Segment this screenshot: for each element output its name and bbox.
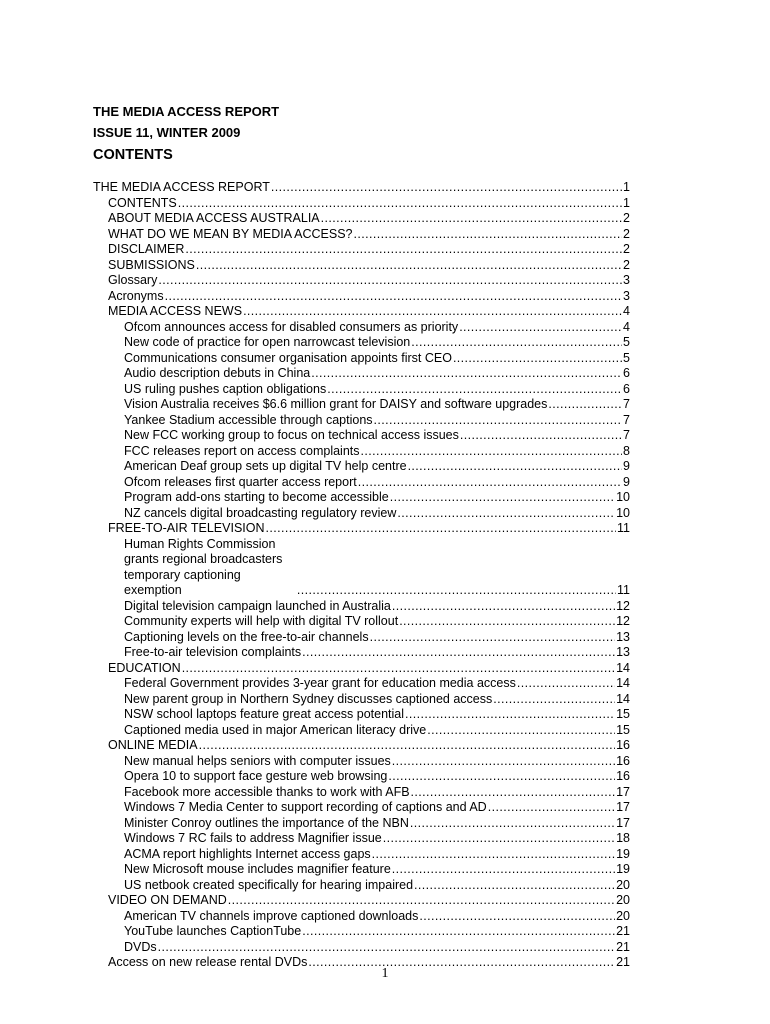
toc-entry[interactable] [93, 475, 630, 491]
toc-entry-title: Audio description debuts in China [124, 366, 311, 380]
toc-entry-title: Glossary [108, 273, 158, 287]
toc-entry[interactable] [93, 862, 630, 878]
toc-entry-title: NSW school laptops feature great access potential [124, 707, 405, 721]
toc-entry[interactable] [93, 769, 630, 785]
toc-entry-page: 20 [616, 893, 630, 907]
toc-entry-page: 13 [616, 645, 630, 659]
toc-entry[interactable] [93, 273, 630, 289]
toc-entry[interactable] [93, 816, 630, 832]
dot-leader [414, 878, 615, 894]
toc-entry-page: 21 [616, 939, 630, 954]
toc-entry-title: American TV channels improve captioned downloads [124, 908, 419, 923]
toc-entry-title: US ruling pushes caption obligations [124, 381, 327, 396]
toc-entry-page: 2 [623, 257, 630, 272]
toc-entry-page: 11 [617, 521, 630, 535]
toc-entry-title: Community experts will help with digital TV rollout [124, 614, 399, 628]
toc-entry-title: DVDs [124, 939, 157, 954]
toc-entry-title: Program add-ons starting to become accessible [124, 490, 389, 504]
toc-entry-title: Captioned media used in major American literacy drive [124, 722, 427, 737]
dot-leader [392, 754, 615, 770]
toc-entry-title: THE MEDIA ACCESS REPORT [93, 180, 270, 194]
toc-entry-title: FCC releases report on access complaints [124, 443, 360, 458]
toc-entry[interactable] [93, 707, 630, 723]
toc-entry-page: 3 [623, 288, 630, 303]
toc-entry[interactable] [93, 227, 630, 243]
toc-entry-title: Digital television campaign launched in Australia [124, 598, 391, 613]
dot-leader [370, 630, 616, 646]
toc-entry[interactable] [93, 924, 630, 940]
dot-leader [182, 661, 615, 677]
dot-leader [383, 831, 615, 847]
toc-entry-title: WHAT DO WE MEAN BY MEDIA ACCESS? [108, 226, 353, 241]
toc-entry[interactable] [93, 831, 630, 847]
toc-entry-title: ACMA report highlights Internet access gaps [124, 846, 371, 861]
toc-entry[interactable] [93, 428, 630, 444]
toc-entry[interactable] [93, 351, 630, 367]
toc-entry-page: 7 [623, 428, 630, 442]
dot-leader [297, 583, 616, 599]
toc-entry-page: 19 [616, 846, 630, 861]
toc-entry-title: SUBMISSIONS [108, 257, 195, 272]
toc-entry-page: 21 [616, 955, 630, 969]
toc-entry-page: 20 [616, 908, 630, 923]
toc-entry-title: New FCC working group to focus on technical access issues [124, 428, 459, 442]
toc-entry[interactable] [93, 304, 630, 320]
dot-leader [405, 707, 615, 723]
dot-leader [321, 211, 622, 227]
toc-entry[interactable] [93, 521, 630, 537]
toc-entry-title: New code of practice for open narrowcast television [124, 335, 411, 349]
dot-leader [185, 242, 622, 258]
toc-entry[interactable] [93, 180, 630, 196]
toc-entry-title: Opera 10 to support face gesture web browsing [124, 769, 388, 783]
toc-entry-title: Ofcom releases first quarter access report [124, 474, 357, 489]
toc-entry-page: 12 [616, 598, 630, 613]
toc-entry-title: Captioning levels on the free-to-air channels [124, 629, 369, 644]
toc-entry-title: Human Rights Commission grants regional broadcasters temporary captioning exemption [124, 536, 283, 597]
toc-entry[interactable] [93, 940, 630, 956]
toc-entry[interactable] [93, 599, 630, 615]
toc-entry-page: 17 [616, 800, 630, 814]
toc-entry[interactable] [93, 785, 630, 801]
toc-entry-page: 20 [616, 877, 630, 892]
toc-entry-page: 10 [616, 505, 630, 520]
toc-entry[interactable] [93, 444, 630, 460]
toc-entry-title: ABOUT MEDIA ACCESS AUSTRALIA [108, 211, 320, 225]
dot-leader [411, 335, 622, 351]
toc-entry-page: 4 [623, 319, 630, 334]
dot-leader [548, 397, 622, 413]
toc-entry-page: 21 [616, 924, 630, 938]
toc-entry-page: 7 [623, 397, 630, 411]
toc-entry-page: 8 [623, 443, 630, 458]
toc-entry[interactable] [93, 738, 630, 754]
dot-leader [493, 692, 615, 708]
dot-leader [410, 816, 615, 832]
toc-entry[interactable] [93, 909, 630, 925]
toc-entry[interactable] [93, 893, 630, 909]
dot-leader [517, 676, 615, 692]
contents-heading: CONTENTS [93, 147, 173, 163]
dot-leader [388, 769, 615, 785]
toc-entry-page: 14 [616, 676, 630, 690]
toc-entry-page: 18 [616, 831, 630, 845]
toc-entry[interactable] [93, 289, 630, 305]
toc-entry[interactable] [93, 335, 630, 351]
toc-entry-page: 17 [616, 815, 630, 830]
dot-leader [302, 645, 615, 661]
toc-entry[interactable] [93, 661, 630, 677]
toc-entry[interactable] [93, 878, 630, 894]
dot-leader [311, 366, 622, 382]
dot-leader [327, 382, 622, 398]
toc-entry-title: American Deaf group sets up digital TV help centre [124, 459, 407, 473]
toc-entry[interactable] [93, 196, 630, 212]
dot-leader [374, 413, 623, 429]
toc-entry[interactable] [93, 242, 630, 258]
toc-entry[interactable] [93, 320, 630, 336]
toc-entry[interactable] [93, 258, 630, 274]
toc-entry[interactable] [93, 676, 630, 692]
toc-entry-title: CONTENTS [108, 195, 177, 210]
toc-entry-title: Facebook more accessible thanks to work with AFB [124, 784, 410, 799]
toc-entry[interactable] [93, 847, 630, 863]
toc-entry[interactable] [93, 397, 630, 413]
toc-entry-page: 16 [616, 769, 630, 783]
toc-entry-page: 1 [623, 180, 630, 194]
toc-entry-page: 7 [623, 412, 630, 427]
dot-leader [199, 738, 615, 754]
dot-leader [158, 273, 622, 289]
toc-entry[interactable] [93, 366, 630, 382]
toc-entry[interactable] [93, 630, 630, 646]
dot-leader [228, 893, 615, 909]
toc-entry-title: Vision Australia receives $6.6 million grant for DAISY and software upgrades [124, 397, 548, 411]
dot-leader [408, 459, 622, 475]
dot-leader [372, 847, 615, 863]
toc-entry-page: 2 [623, 211, 630, 225]
toc-entry-title: EDUCATION [108, 660, 181, 675]
toc-entry-title: US netbook created specifically for hearing impaired [124, 877, 414, 892]
toc-entry-title: Yankee Stadium accessible through captions [124, 412, 373, 427]
dot-leader [390, 490, 615, 506]
dot-leader [488, 800, 615, 816]
dot-leader [243, 304, 622, 320]
toc-entry-title: DISCLAIMER [108, 242, 185, 256]
toc-entry-page: 1 [623, 195, 630, 210]
toc-entry-page: 11 [617, 583, 630, 597]
toc-entry-title: Federal Government provides 3-year grant for education media access [124, 676, 516, 690]
toc-entry-title: New Microsoft mouse includes magnifier feature [124, 862, 391, 876]
toc-entry[interactable] [93, 692, 630, 708]
dot-leader [459, 320, 622, 336]
toc-entry-page: 14 [616, 691, 630, 706]
toc-entry[interactable] [93, 490, 630, 506]
toc-entry-title: Acronyms [108, 288, 164, 303]
page-number: 1 [381, 966, 389, 981]
toc-entry-page: 2 [623, 226, 630, 241]
toc-entry[interactable] [93, 754, 630, 770]
toc-entry-title: VIDEO ON DEMAND [108, 893, 227, 907]
toc-entry[interactable] [93, 537, 630, 599]
issue-line: ISSUE 11, WINTER 2009 [93, 125, 241, 140]
dot-leader [419, 909, 615, 925]
dot-leader [178, 196, 622, 212]
toc-entry-page: 15 [616, 722, 630, 737]
toc-entry-page: 15 [616, 707, 630, 721]
toc-entry-page: 10 [616, 490, 630, 504]
dot-leader [453, 351, 622, 367]
dot-leader [266, 521, 617, 537]
toc-entry[interactable] [93, 723, 630, 739]
toc-entry-page: 19 [616, 862, 630, 876]
toc-entry-title: Communications consumer organisation appoints first CEO [124, 350, 452, 365]
toc-entry-title: Access on new release rental DVDs [108, 955, 308, 969]
toc-entry-page: 6 [623, 366, 630, 380]
toc-entry[interactable] [93, 645, 630, 661]
toc-entry[interactable] [93, 506, 630, 522]
toc-entry-title: Free-to-air television complaints [124, 645, 302, 659]
toc-entry-page: 6 [623, 381, 630, 396]
toc-entry[interactable] [93, 800, 630, 816]
toc-entry-title: Windows 7 RC fails to address Magnifier issue [124, 831, 382, 845]
dot-leader [358, 475, 622, 491]
toc-entry-page: 13 [616, 629, 630, 644]
dot-leader [302, 924, 615, 940]
toc-entry[interactable] [93, 614, 630, 630]
toc-entry-page: 5 [623, 350, 630, 365]
report-title: THE MEDIA ACCESS REPORT [93, 104, 280, 119]
toc-entry-title: MEDIA ACCESS NEWS [108, 304, 243, 318]
toc-entry-page: 16 [616, 753, 630, 768]
toc-entry[interactable] [93, 211, 630, 227]
dot-leader [399, 614, 615, 630]
toc-entry-title: YouTube launches CaptionTube [124, 924, 302, 938]
toc-entry[interactable] [93, 413, 630, 429]
toc-entry-title: Ofcom announces access for disabled consumers as priority [124, 319, 459, 334]
toc-entry-title: ONLINE MEDIA [108, 738, 198, 752]
dot-leader [361, 444, 623, 460]
toc-entry-page: 14 [616, 660, 630, 675]
toc-entry-page: 12 [616, 614, 630, 628]
dot-leader [460, 428, 622, 444]
toc-entry[interactable] [93, 459, 630, 475]
toc-entry-page: 5 [623, 335, 630, 349]
dot-leader [392, 599, 615, 615]
toc-entry-page: 9 [623, 459, 630, 473]
dot-leader [354, 227, 623, 243]
dot-leader [411, 785, 616, 801]
toc-entry-page: 2 [623, 242, 630, 256]
toc-entry-title: Windows 7 Media Center to support recording of captions and AD [124, 800, 487, 814]
toc-entry-title: Minister Conroy outlines the importance of the NBN [124, 815, 409, 830]
toc-entry-page: 16 [616, 738, 630, 752]
toc-entry-title: NZ cancels digital broadcasting regulatory review [124, 505, 397, 520]
toc-entry-page: 17 [616, 784, 630, 799]
dot-leader [397, 506, 615, 522]
table-of-contents [93, 180, 630, 971]
dot-leader [392, 862, 615, 878]
toc-entry-title: New manual helps seniors with computer issues [124, 753, 391, 768]
toc-entry-title: FREE-TO-AIR TELEVISION [108, 521, 265, 535]
toc-entry-page: 4 [623, 304, 630, 318]
toc-entry-page: 3 [623, 273, 630, 287]
toc-entry[interactable] [93, 382, 630, 398]
dot-leader [427, 723, 615, 739]
dot-leader [158, 940, 615, 956]
dot-leader [271, 180, 622, 196]
dot-leader [196, 258, 622, 274]
toc-entry-title: New parent group in Northern Sydney discusses captioned access [124, 691, 493, 706]
dot-leader [165, 289, 622, 305]
toc-entry-page: 9 [623, 474, 630, 489]
